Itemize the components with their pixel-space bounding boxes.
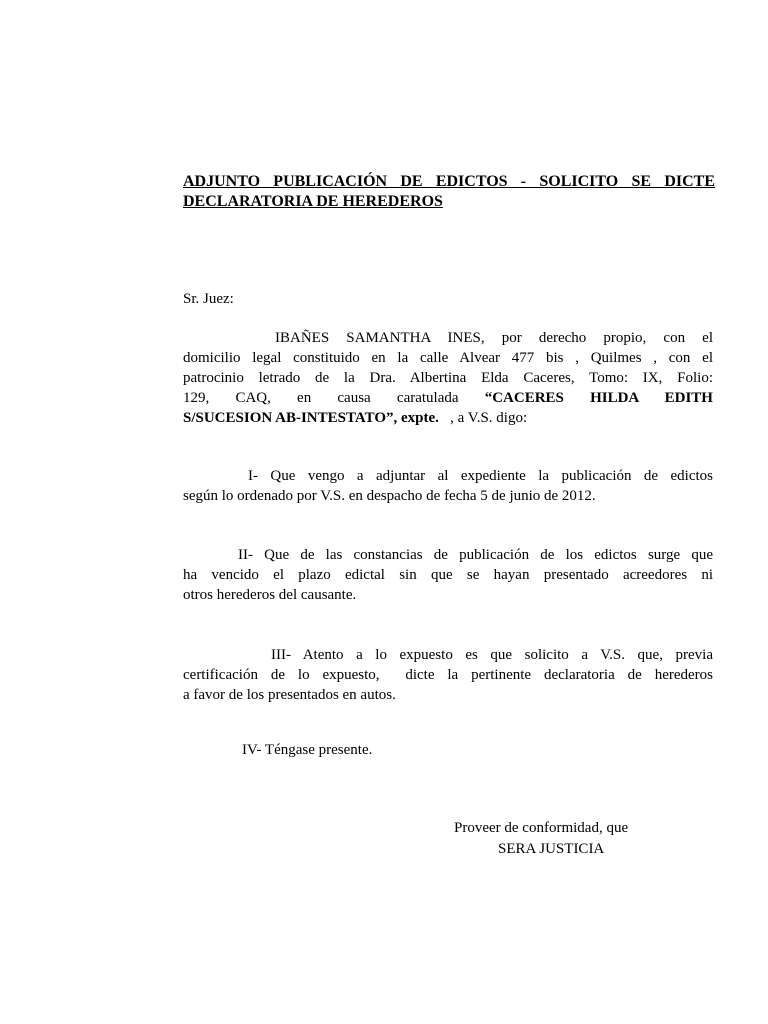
- intro-paragraph: [183, 328, 713, 428]
- intro-line: domicilio legal constituido en la calle Alvear 477 bis , Quilmes , con el: [183, 350, 713, 366]
- point-1-line: I- Que vengo a adjuntar al expediente la publicación de edictos: [248, 468, 713, 484]
- point-3-line: a favor de los presentados en autos.: [183, 687, 396, 703]
- intro-line: [183, 408, 713, 428]
- point-3-paragraph: [183, 645, 713, 705]
- point-3-line: III- Atento a lo expuesto es que solicito a V.S. que, previa: [271, 647, 713, 663]
- point-2-line: ha vencido el plazo edictal sin que se hayan presentado acreedores ni: [183, 567, 713, 583]
- intro-text: 129, CAQ, en causa caratulada: [183, 390, 485, 406]
- closing-line-2: SERA JUSTICIA: [498, 841, 605, 857]
- case-title-bold-cont: S/SUCESION AB-INTESTATO”, expte.: [183, 410, 439, 426]
- closing-formula: [440, 818, 680, 860]
- title-line-1: ADJUNTO PUBLICACIÓN DE EDICTOS - SOLICITO SE DICTE: [183, 173, 715, 190]
- document-title: [183, 172, 715, 212]
- point-2-line: otros herederos del causante.: [183, 587, 357, 603]
- point-3-line: certificación de lo expuesto, dicte la pertinente declaratoria de herederos: [183, 667, 713, 683]
- intro-text: , a V.S. digo:: [438, 410, 528, 426]
- closing-line-1: Proveer de conformidad, que: [454, 820, 629, 836]
- point-2-line: II- Que de las constancias de publicación de los edictos surge que: [238, 547, 713, 563]
- point-1-paragraph: [183, 466, 713, 506]
- intro-line: IBAÑES SAMANTHA INES, por derecho propio, con el: [275, 330, 713, 346]
- title-line-2: DECLARATORIA DE HEREDEROS: [183, 193, 443, 210]
- salutation: Sr. Juez:: [183, 291, 234, 307]
- intro-line: patrocinio letrado de la Dra. Albertina Elda Caceres, Tomo: IX, Folio:: [183, 370, 713, 386]
- point-4-paragraph: IV- Téngase presente.: [242, 742, 373, 758]
- intro-line: [183, 388, 713, 408]
- point-2-paragraph: [183, 545, 713, 605]
- case-title-bold: “CACERES HILDA EDITH: [484, 390, 713, 406]
- point-1-line: según lo ordenado por V.S. en despacho de fecha 5 de junio de 2012.: [183, 488, 596, 504]
